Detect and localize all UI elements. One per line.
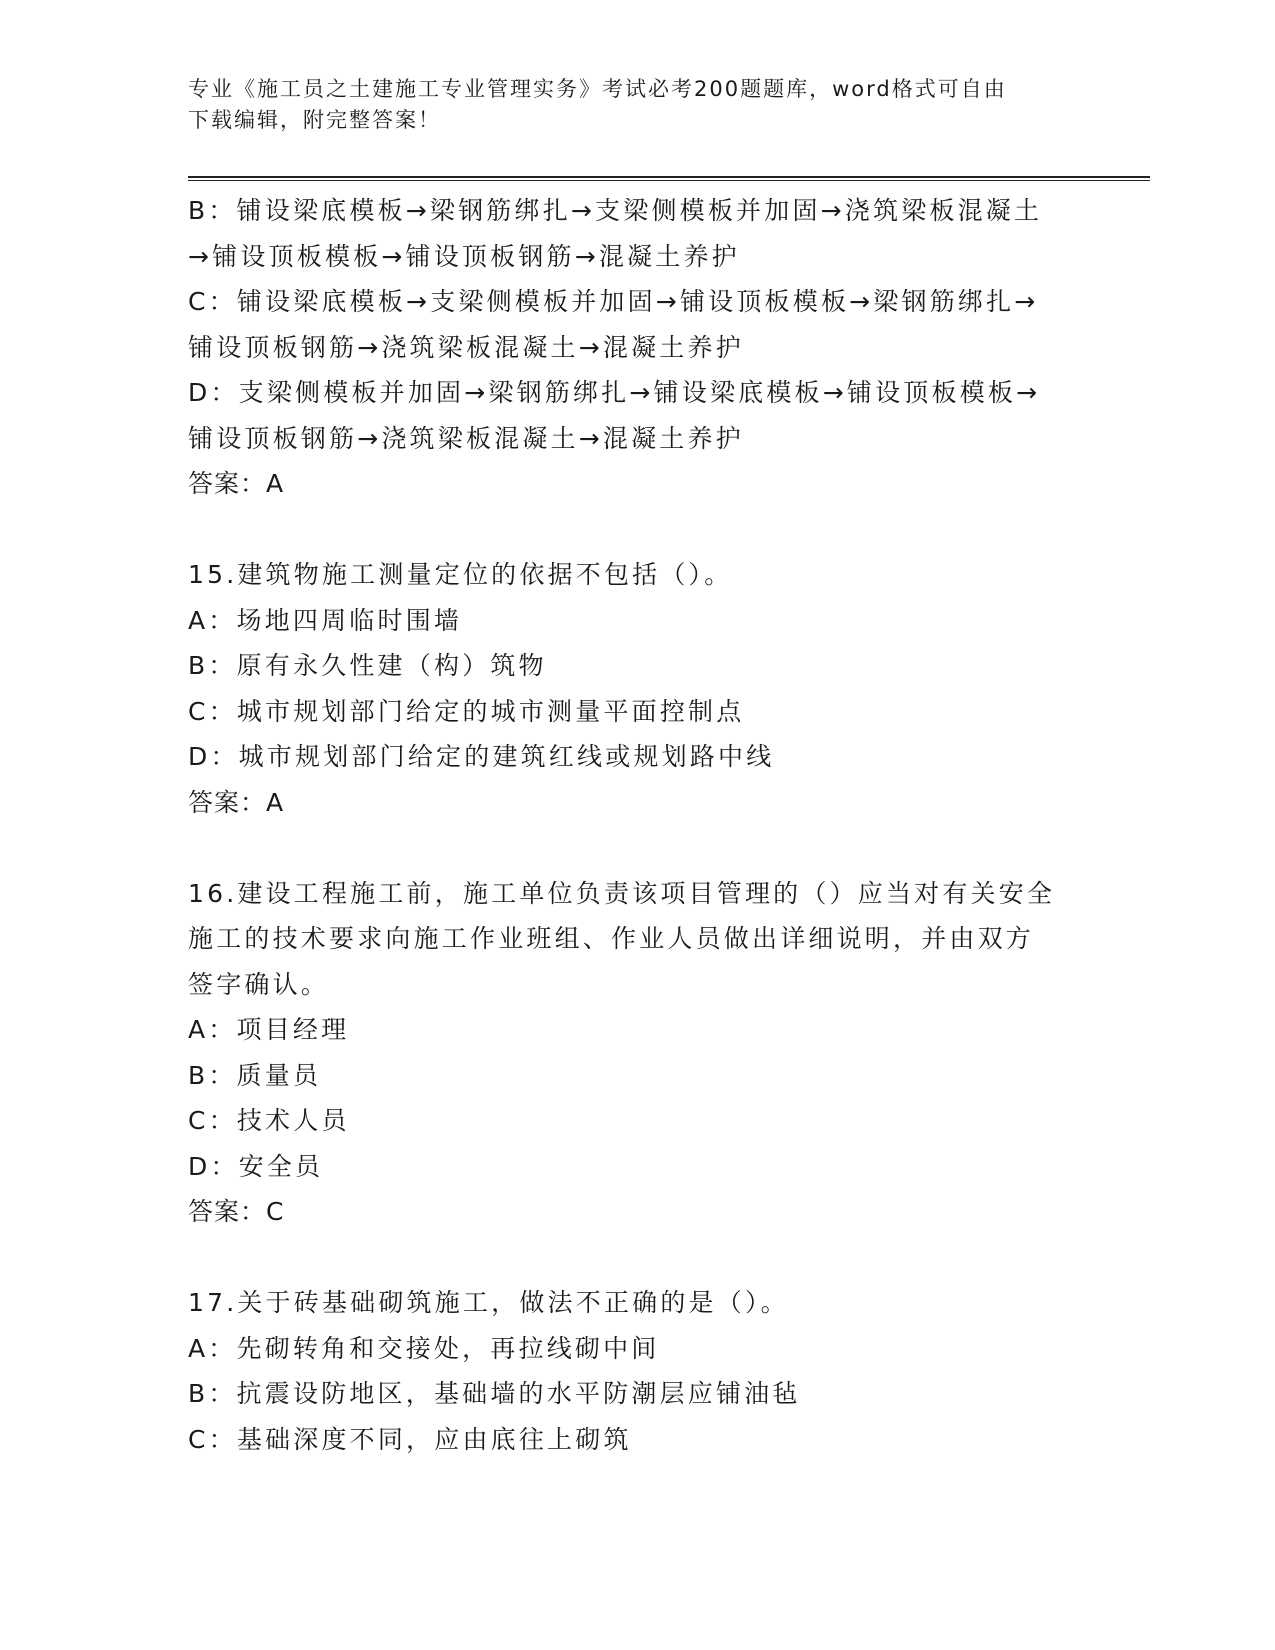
header-line-2: 下载编辑，附完整答案！ <box>188 108 441 132</box>
answer-15: 答案：A <box>188 787 285 817</box>
question-17-text: 17.关于砖基础砌筑施工，做法不正确的是（）。 <box>188 1288 789 1317</box>
question-14-continued <box>188 188 1118 507</box>
question-15 <box>188 552 1118 825</box>
question-16-text-line-3: 签字确认。 <box>188 969 330 999</box>
header-line-1: 专业《施工员之土建施工专业管理实务》考试必考200题题库，word格式可自由 <box>188 77 1007 101</box>
question-15-text: 15.建筑物施工测量定位的依据不包括（）。 <box>188 560 733 589</box>
option-b: B：质量员 <box>188 1060 322 1090</box>
option-d-line-1: D：支梁侧模板并加固→梁钢筋绑扎→铺设梁底模板→铺设顶板模板→ <box>188 378 1041 407</box>
page-header <box>188 74 1088 136</box>
answer-14: 答案：A <box>188 469 285 498</box>
option-d: D：城市规划部门给定的建筑红线或规划路中线 <box>188 742 775 771</box>
option-b-line-2: →铺设顶板模板→铺设顶板钢筋→混凝土养护 <box>188 241 740 271</box>
question-16-text-line-1: 16.建设工程施工前，施工单位负责该项目管理的（）应当对有关安全 <box>188 878 1056 908</box>
question-list <box>188 188 1118 1462</box>
option-a: A：场地四周临时围墙 <box>188 605 463 635</box>
option-c-line-1: C：铺设梁底模板→支梁侧模板并加固→铺设顶板模板→梁钢筋绑扎→ <box>188 287 1039 316</box>
option-d-line-2: 铺设顶板钢筋→浇筑梁板混凝土→混凝土养护 <box>188 423 744 453</box>
spacer <box>188 825 1118 871</box>
option-c: C：城市规划部门给定的城市测量平面控制点 <box>188 696 745 726</box>
option-d: D：安全员 <box>188 1151 324 1181</box>
option-b: B：原有永久性建（构）筑物 <box>188 651 547 680</box>
option-c: C：技术人员 <box>188 1106 350 1135</box>
spacer <box>188 1235 1118 1281</box>
answer-16: 答案：C <box>188 1197 285 1226</box>
option-c-line-2: 铺设顶板钢筋→浇筑梁板混凝土→混凝土养护 <box>188 332 744 362</box>
option-b: B：抗震设防地区，基础墙的水平防潮层应铺油毡 <box>188 1379 801 1408</box>
question-16-text-line-2: 施工的技术要求向施工作业班组、作业人员做出详细说明，并由双方 <box>188 924 1035 953</box>
question-16 <box>188 871 1118 1235</box>
option-b-line-1: B：铺设梁底模板→梁钢筋绑扎→支梁侧模板并加固→浇筑梁板混凝土 <box>188 196 1043 225</box>
option-c: C：基础深度不同，应由底往上砌筑 <box>188 1424 632 1454</box>
spacer <box>188 507 1118 553</box>
header-divider <box>188 176 1150 181</box>
option-a: A：先砌转角和交接处，再拉线砌中间 <box>188 1333 660 1363</box>
option-a: A：项目经理 <box>188 1015 350 1044</box>
question-17 <box>188 1280 1118 1462</box>
